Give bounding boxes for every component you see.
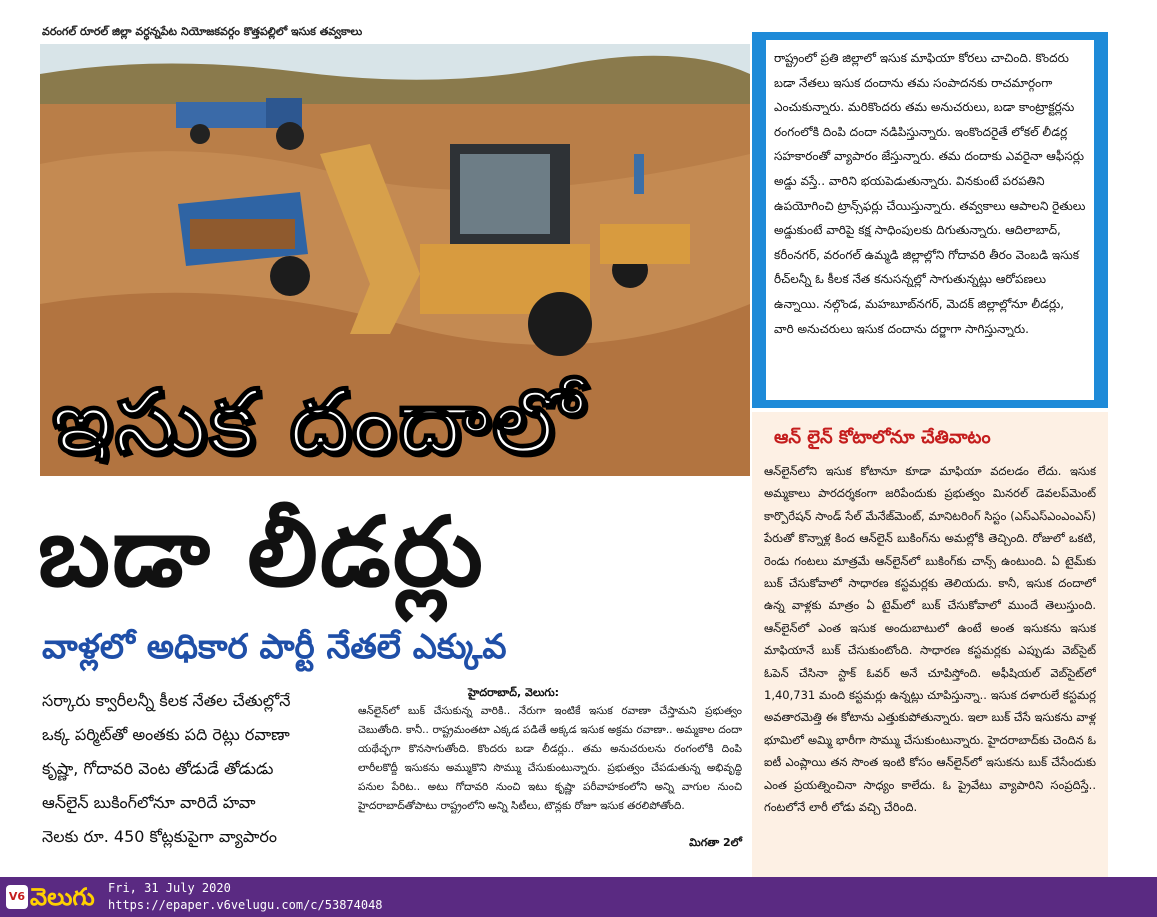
subheadline: వాళ్లలో అధికార పార్టీ నేతలే ఎక్కువ (42, 627, 507, 667)
summary-box (752, 32, 1108, 408)
v6-badge: V6 (6, 885, 28, 909)
online-quota-text: ఆన్‌లైన్‌లోని ఇసుక కోటానూ కూడా మాఫియా వదలడం లేదు. ఇసుక అమ్మకాలు పారదర్శకంగా జరిపేందుకు ప్రభుత్వం మినరల్ డెవలప్‌మెంట్ కార్పొరేషన్ సాండ్ సేల్ మేనేజ్‌మెంట్, మానిటరింగ్ సిస్టం (ఎస్ఎస్ఎంఎంఎస్) పేరుతో కొన్నాళ్ల కింద ఆన్‌లైన్ బుకింగ్‌ను అమల్లోకి తెచ్చింది. రోజులో ఒకటి, రెండు గంటలు మాత్రమే ఆన్‌లైన్‌లో బుకింగ్‌కు చాన్స్ ఉంటుంది. ఏ టైమ్‌కు బుక్ చేసుకోవాలో సాధారణ కస్టమర్లకు తెలియదు. కానీ, ఇసుక దందాలో ఉన్న వాళ్లకు మాత్రం ఏ టైమ్‌లో బుక్ చేసుకోవాలో ముందే తెలుస్తుంది. ఆన్‌లైన్‌లో ఎంత ఇసుక అందుబాటులో ఉంటే అంత ఇసుకను ఇసుక మాఫియానే బుక్ చేసుకుంటోంది. సాధారణ కస్టమర్లకు ఎప్పుడు వెబ్‌సైట్ ఓపెన్ చేసినా స్టాక్ ఓవర్ అనే చూపిస్తోంది. అఫీషియల్ వెబ్‌సైట్‌లో 1,40,731 మంది కస్టమర్లు ఉన్నట్లు చూపిస్తున్నా.. ఇసుక దళారులే కస్టమర్ల అవతారమెత్తి ఈ కోటాను ఎత్తుకుపోతున్నారు. ఇలా బుక్ చేసే ఇసుకను వాళ్ల భూమిలో అమ్మి భారీగా సొమ్ము చేసుకుంటున్నారు. హైదరాబాద్‌కు చెందిన ఓ ఐటీ ఎంప్లాయి తన సొంత ఇంటి కోసం ఆన్‌లైన్‌లో ఇసుకను బుక్ చేసేందుకు ఎంత ప్రయత్నించినా సాధ్యం కాలేదు. ఓ ప్రైవేటు వ్యాపారిని సంప్రదిస్తే.. గంటలోనే లారీ లోడు వచ్చి చేరింది. (764, 464, 1096, 815)
highlight-item: నెలకు రూ. 450 కోట్లకుపైగా వ్యాపారం (42, 827, 278, 846)
headline-line-1: ఇసుక దందాలో (52, 370, 585, 473)
dateline: హైదరాబాద్, వెలుగు: (468, 686, 560, 699)
footer-bar (0, 877, 1157, 917)
story-body: ఆన్‌లైన్‌లో బుక్ చేసుకున్న వారికి.. నేరుగా ఇంటికే ఇసుక రవాణా చేస్తామని ప్రభుత్వం చెబుతోంది. కానీ.. రాష్ట్రమంతటా ఎక్కడ పడితే అక్కడ ఇసుక అక్రమ రవాణా.. అమ్మకాల దందా యథేచ్ఛగా కొనసాగుతోంది. కొందరు బడా లీడర్లు.. తమ అనుచరులను రంగంలోకి దింపి లారీలకొద్దీ ఇసుకను అమ్ముకొని సొమ్ము చేసుకుంటున్నారు. ప్రభుత్వం చేపడుతున్న అభివృద్ధి పనుల పేరిట.. అటు గోదావరి నుంచి ఇటు కృష్ణా పరీవాహకంలోని అన్ని వాగుల నుంచి హైదరాబాద్‌తోపాటు రాష్ట్రంలోని అన్ని సిటీలు, టౌన్లకు రోజూ ఇసుక తరలిపోతోంది. (358, 705, 742, 812)
highlight-list (42, 684, 332, 854)
edition-date: Fri, 31 July 2020 (108, 881, 231, 895)
highlight-item: కృష్ణా, గోదావరి వెంట తోడుడే తోడుడు (42, 759, 274, 778)
photo-caption: వరంగల్ రూరల్ జిల్లా వర్ధన్నపేట నియోజకవర్గం కొత్తపల్లిలో ఇసుక తవ్వకాలు (42, 25, 363, 38)
online-quota-box (752, 412, 1108, 877)
highlight-item: ఆన్‌లైన్ బుకింగ్‌లోనూ వారిదే హవా (42, 793, 256, 812)
highlight-item: ఒక్క పర్మిట్‌తో అంతకు పది రెట్లు రవాణా (42, 725, 290, 744)
summary-text: రాష్ట్రంలో ప్రతి జిల్లాలో ఇసుక మాఫియా కోరలు చాచింది. కొందరు బడా నేతలు ఇసుక దందాను తమ సంపాదనకు రాచమార్గంగా ఎంచుకున్నారు. మరికొందరు తమ అనుచరులు, బడా కాంట్రాక్టర్లను రంగంలోకి దింపి దందా నడిపిస్తున్నారు. ఇంకొందరైతే లోకల్ లీడర్ల సహకారంతో వ్యాపారం జేస్తున్నారు. తమ దందాకు ఎవరైనా ఆఫీసర్లు అడ్డు వస్తే.. వారిని భయపెడుతున్నారు. వినకుంటే పరపతిని ఉపయోగించి ట్రాన్స్‌ఫర్లు చేయిస్తున్నారు. తవ్వకాలు ఆపాలని రైతులు అడ్డుకుంటే వారిపై కక్ష సాధింపులకు దిగుతున్నారు. ఆదిలాబాద్, కరీంనగర్, వరంగల్ ఉమ్మడి జిల్లాల్లోని గోదావరి తీరం వెంబడి ఇసుక రీచ్‌లన్నీ ఓ కీలక నేత కనుసన్నల్లో సాగుతున్నట్లు ఆరోపణలు ఉన్నాయి. నల్గొండ, మహబూబ్‌నగర్, మెదక్ జిల్లాల్లోనూ లీడర్లు, వారి అనుచరులు ఇసుక దందాను దర్జాగా సాగిస్తున్నారు. (766, 40, 1094, 400)
logo-text: వెలుగు (30, 883, 95, 911)
headline-line-2: బడా లీడర్లు (38, 496, 485, 608)
continued-marker: మిగతా 2లో (689, 836, 742, 849)
highlight-item: సర్కారు క్వారీలన్నీ కీలక నేతల చేతుల్లోనే (42, 691, 291, 710)
edition-url[interactable]: https://epaper.v6velugu.com/c/53874048 (108, 898, 383, 912)
online-quota-title: ఆన్ లైన్ కోటాలోనూ చేతివాటం (774, 427, 991, 448)
v6-velugu-logo[interactable] (6, 881, 102, 913)
